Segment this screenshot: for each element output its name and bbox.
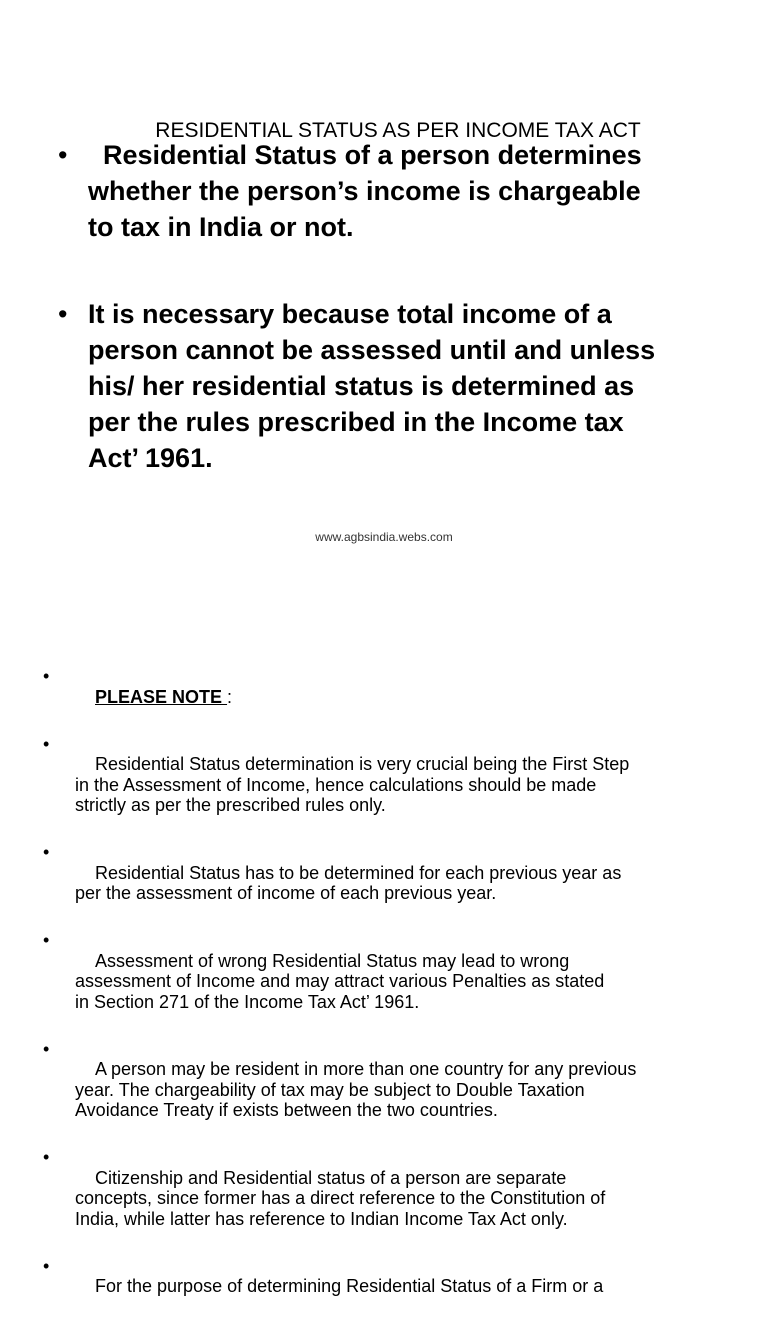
note-heading-item <box>0 666 735 728</box>
bullet-icon: • <box>43 1147 50 1167</box>
note-heading: PLEASE NOTE <box>95 686 228 707</box>
note-item-text: Residential Status has to be determined for each previous year as per the assessment of income of each previous year. <box>75 862 622 903</box>
note-item-text: Citizenship and Residential status of a person are separate concepts, since former has a direct reference to the Constitution of India, while latter has reference to Indian Income Tax Act only. <box>75 1167 606 1229</box>
note-item <box>0 734 735 837</box>
note-item <box>0 1039 735 1142</box>
note-item-text: Assessment of wrong Residential Status may lead to wrong assessment of Income and may attract various Penalties as stated in Section 271 of the Income Tax Act’ 1961. <box>75 950 605 1012</box>
note-list <box>0 666 768 1323</box>
note-item <box>0 842 735 924</box>
bullet-icon: • <box>58 299 68 329</box>
bullet-icon: • <box>43 1038 50 1059</box>
note-item <box>0 930 735 1033</box>
bullet-icon: • <box>43 930 50 950</box>
main-bullet-text: It is necessary because total income of a person cannot be assessed until and unless his/ her residential status is determined as per the rules prescribed in the Income tax Act’ 1961. <box>88 299 656 473</box>
main-bullet-text: Residential Status of a person determines whether the person’s income is chargeable to tax in India or not. <box>88 140 642 242</box>
bullet-icon: • <box>58 140 68 170</box>
note-heading-colon: : <box>227 686 233 707</box>
slide-title: RESIDENTIAL STATUS AS PER INCOME TAX ACT <box>155 119 641 142</box>
bullet-icon: • <box>43 666 50 686</box>
note-item <box>0 1147 735 1250</box>
bullet-icon: • <box>43 842 50 862</box>
bullet-icon: • <box>43 733 50 754</box>
note-item-text: Residential Status determination is very crucial being the First Step in the Assessment of Income, hence calculations should be made strictly as per the prescribed rules only. <box>75 754 630 815</box>
note-item-text: A person may be resident in more than one country for any previous year. The chargeability of tax may be subject to Double Taxation Avoidance Treaty if exists between the two countries. <box>75 1059 637 1120</box>
footer-url: www.agbsindia.webs.com <box>315 530 453 544</box>
bullet-icon: • <box>43 1255 50 1276</box>
note-item-text: For the purpose of determining Residential Status of a Firm or a <box>95 1276 604 1296</box>
note-item <box>0 1256 735 1318</box>
